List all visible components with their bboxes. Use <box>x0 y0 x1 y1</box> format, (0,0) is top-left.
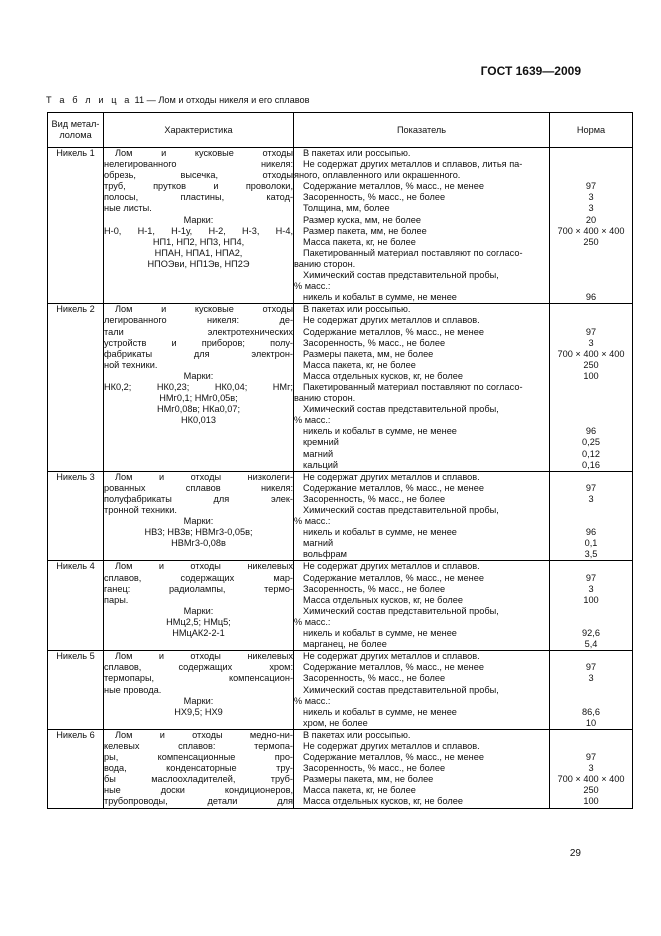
norm-value: 86,6 <box>582 706 600 717</box>
norm-value: 3 <box>588 493 594 504</box>
indicator-line: Химический состав представительной пробы, <box>303 605 499 616</box>
characteristic-line: НМц2,5; НМц5; <box>166 616 231 627</box>
norm-value <box>550 281 632 292</box>
indicator-line: магний <box>303 538 334 549</box>
norm-value: 20 <box>585 214 597 225</box>
table-row <box>48 729 633 808</box>
indicator-line: Толщина, мм, более <box>303 203 390 214</box>
characteristic-line: келевых сплавов: термопа- <box>104 740 293 751</box>
norm-value: 96 <box>585 527 597 538</box>
characteristic-line: ной техники. <box>104 359 158 370</box>
norm-value <box>550 270 632 281</box>
norm-value <box>550 617 632 628</box>
norm-value: 100 <box>583 594 599 605</box>
page-number: 29 <box>569 848 581 859</box>
characteristic-line: рованных сплавов никеля: <box>104 482 293 493</box>
scrap-kind-cell: Никель 5 <box>48 651 104 730</box>
indicator-line: Не содержат других металлов и сплавов. <box>303 471 480 482</box>
norm-value: 3,5 <box>584 549 598 560</box>
indicator-line: никель и кобальт в сумме, не менее <box>303 426 457 437</box>
table-row <box>48 471 633 561</box>
indicator-line: Масса отдельных кусков, кг, не более <box>303 370 463 381</box>
norm-value <box>550 382 632 393</box>
indicator-line: Размер куска, мм, не более <box>303 214 421 225</box>
norm-value <box>550 170 632 181</box>
norm-value: 92,6 <box>582 628 600 639</box>
norm-cell <box>550 471 633 561</box>
characteristic-line: термопары, компенсацион- <box>104 673 293 684</box>
characteristic-line: полуфабрикаты для элек- <box>104 493 293 504</box>
table-caption <box>46 95 310 105</box>
caption-text: 11 — Лом и отходы никеля и его сплавов <box>131 95 310 105</box>
indicator-line: В пакетах или россыпью. <box>303 729 411 740</box>
characteristic-line: Марки: <box>183 605 214 616</box>
characteristic-line: Лом и отходы низколеги- <box>115 471 293 482</box>
table-header-row <box>48 113 633 148</box>
norm-value <box>550 651 632 662</box>
indicator-line: Масса отдельных кусков, кг, не более <box>303 796 463 807</box>
indicator-line: Не содержат других металлов и сплавов. <box>303 651 480 662</box>
characteristic-line: НМцАК2-2-1 <box>172 628 225 639</box>
norm-cell <box>550 729 633 808</box>
indicator-line: Размеры пакета, мм, не более <box>303 348 434 359</box>
indicator-line: Содержание металлов, % масс., не менее <box>303 181 484 192</box>
characteristic-cell <box>104 651 294 730</box>
characteristic-line: Марки: <box>183 370 214 381</box>
indicator-cell <box>294 471 550 561</box>
header-characteristic: Характеристика <box>104 113 294 148</box>
indicator-line: Засоренность, % масс., не более <box>303 192 446 203</box>
characteristic-line: тронной техники. <box>104 505 177 515</box>
norm-value: 250 <box>583 236 599 247</box>
indicator-line: магний <box>303 448 334 459</box>
indicator-line: В пакетах или россыпью. <box>303 304 411 315</box>
characteristic-cell <box>104 304 294 471</box>
characteristic-line: Н-0, Н-1, Н-1у, Н-2, Н-3, Н-4, <box>104 225 293 236</box>
characteristic-line: вода, конденсаторные тру- <box>104 763 293 774</box>
indicator-line: Химический состав представительной пробы, <box>303 404 499 415</box>
norm-value <box>550 404 632 415</box>
characteristic-line: полосы, пластины, катод- <box>104 192 293 203</box>
norm-cell <box>550 651 633 730</box>
norm-value: 100 <box>583 370 599 381</box>
norm-value: 5,4 <box>584 639 598 650</box>
indicator-line: Засоренность, % масс., не более <box>303 763 446 774</box>
norm-value: 97 <box>585 326 597 337</box>
characteristic-line: Марки: <box>183 516 214 527</box>
norm-value: 3 <box>588 337 594 348</box>
norm-value: 250 <box>583 359 599 370</box>
norm-value: 97 <box>585 662 597 673</box>
characteristic-line: ные доски кондиционеров, <box>104 785 293 796</box>
norm-value: 97 <box>585 181 597 192</box>
norm-value: 3 <box>588 673 594 684</box>
caption-prefix: Т а б л и ц а <box>46 95 132 105</box>
indicator-line: никель и кобальт в сумме, не менее <box>303 628 457 639</box>
characteristic-line: Лом и отходы медно-ни- <box>115 729 293 740</box>
characteristic-line: фабрикаты для электрон- <box>104 348 293 359</box>
norm-value: 3 <box>588 203 594 214</box>
indicator-line: Засоренность, % масс., не более <box>303 673 446 684</box>
indicator-line: Не содержат других металлов и сплавов. <box>303 561 480 572</box>
indicator-line: % масс.: <box>294 516 331 527</box>
norm-value: 0,16 <box>582 459 600 470</box>
characteristic-line: Лом и кусковые отходы <box>115 148 293 158</box>
indicator-line: Содержание металлов, % масс., не менее <box>303 662 484 673</box>
norm-value: 96 <box>585 292 597 303</box>
norm-value <box>550 696 632 707</box>
characteristic-cell <box>104 471 294 561</box>
indicator-line: Химический состав представительной пробы, <box>303 684 499 695</box>
indicator-line: Засоренность, % масс., не более <box>303 337 446 348</box>
norm-value: 97 <box>585 482 597 493</box>
characteristic-line: трубопроводы, детали для <box>104 796 293 807</box>
norm-value <box>550 315 632 326</box>
indicator-line: Содержание металлов, % масс., не менее <box>303 572 484 583</box>
characteristic-line: НМг0,1; НМг0,05в; <box>159 393 238 404</box>
norm-value <box>550 730 632 741</box>
characteristic-line: НК0,2; НК0,23; НК0,04; НМг; <box>104 381 293 392</box>
norm-value <box>550 516 632 527</box>
indicator-cell <box>294 148 550 304</box>
norm-value <box>550 561 632 572</box>
norm-value <box>550 741 632 752</box>
norm-value: 0,1 <box>584 538 598 549</box>
indicator-line: яного, оплавленного или окрашенного. <box>294 170 461 181</box>
scrap-kind-cell: Никель 3 <box>48 471 104 561</box>
indicator-line: Засоренность, % масс., не более <box>303 583 446 594</box>
indicator-line: кремний <box>303 437 339 448</box>
header-kind: Вид метал- лолома <box>48 113 104 148</box>
characteristic-line: сплавов, содержащих мар- <box>104 572 293 583</box>
indicator-line: ванию сторон. <box>294 393 356 404</box>
indicator-line: Засоренность, % масс., не более <box>303 493 446 504</box>
characteristic-line: сплавов, содержащих хром: <box>104 662 293 673</box>
header-norm: Норма <box>550 113 633 148</box>
indicator-line: Масса пакета, кг, не более <box>303 236 416 247</box>
characteristic-line: труб, прутков и проволоки, <box>104 181 293 192</box>
characteristic-line: Лом и кусковые отходы <box>115 304 293 315</box>
indicator-line: Содержание металлов, % масс., не менее <box>303 482 484 493</box>
scrap-kind-cell: Никель 6 <box>48 729 104 808</box>
norm-value <box>550 304 632 315</box>
characteristic-line: НВМг3-0,08в <box>171 538 226 549</box>
norm-value: 3 <box>588 763 594 774</box>
indicator-line: Масса пакета, кг, не более <box>303 359 416 370</box>
norm-value: 0,12 <box>582 448 600 459</box>
characteristic-line: НП1, НП2, НП3, НП4, <box>152 236 245 247</box>
characteristic-line: нелегированного никеля: <box>104 159 293 170</box>
indicator-line: Пакетированный материал поставляют по согласо- <box>303 247 523 258</box>
norm-value: 700 × 400 × 400 <box>557 774 625 785</box>
indicator-line: Химический состав представительной пробы, <box>303 270 499 281</box>
norm-value: 3 <box>588 192 594 203</box>
indicator-cell <box>294 304 550 471</box>
table-body <box>48 148 633 809</box>
norm-cell <box>550 304 633 471</box>
indicator-line: Размер пакета, мм, не более <box>303 225 427 236</box>
characteristic-line: ры, компенсационные про- <box>104 752 293 763</box>
indicator-line: % масс.: <box>294 415 331 426</box>
norm-value: 97 <box>585 572 597 583</box>
characteristic-line: пары. <box>104 594 129 605</box>
characteristic-line: Лом и отходы никелевых <box>115 651 293 662</box>
indicator-line: Пакетированный материал поставляют по согласо- <box>303 381 523 392</box>
characteristic-line: Марки: <box>183 214 214 225</box>
characteristic-line: обрезь, высечка, отходы <box>104 170 293 181</box>
norm-value <box>550 159 632 170</box>
norm-value: 700 × 400 × 400 <box>557 225 625 236</box>
indicator-line: Содержание металлов, % масс., не менее <box>303 326 484 337</box>
indicator-line: Химический состав представительной пробы, <box>303 505 499 515</box>
indicator-line: Не содержат других металлов и сплавов, литья па- <box>303 159 523 170</box>
characteristic-line: НХ9,5; НХ9 <box>174 706 223 717</box>
characteristic-cell <box>104 561 294 651</box>
indicator-line: никель и кобальт в сумме, не менее <box>303 527 457 538</box>
indicator-cell <box>294 561 550 651</box>
characteristic-line: НМг0,08в; НКа0,07; <box>156 404 241 415</box>
indicator-line: никель и кобальт в сумме, не менее <box>303 292 457 303</box>
indicator-line: Масса отдельных кусков, кг, не более <box>303 594 463 605</box>
norm-value <box>550 685 632 696</box>
characteristic-line: ганец: радиолампы, термо- <box>104 583 293 594</box>
characteristic-line: НК0,013 <box>181 415 216 426</box>
indicator-line: Содержание металлов, % масс., не менее <box>303 752 484 763</box>
norm-value: 100 <box>583 796 599 807</box>
norm-cell <box>550 561 633 651</box>
characteristic-line: НПОЭви, НП1Эв, НП2Э <box>147 258 250 269</box>
characteristic-line: легированного никеля: де- <box>104 315 293 326</box>
norm-value: 10 <box>585 717 597 728</box>
indicator-line: В пакетах или россыпью. <box>303 148 411 158</box>
norm-value <box>550 606 632 617</box>
indicator-line: марганец, не более <box>303 639 387 650</box>
indicator-line: Размеры пакета, мм, не более <box>303 774 434 785</box>
table-row <box>48 651 633 730</box>
norm-value: 250 <box>583 785 599 796</box>
characteristic-line: Лом и отходы никелевых <box>115 561 293 572</box>
characteristic-line: НВ3; НВ3в; НВМг3-0,05в; <box>144 527 253 538</box>
table-row <box>48 561 633 651</box>
characteristic-line: тали электротехнических <box>104 326 293 337</box>
characteristic-line: ные листы. <box>104 203 152 214</box>
characteristic-line: устройств и приборов; полу- <box>104 337 293 348</box>
norm-value <box>550 505 632 516</box>
characteristic-line: НПАН, НПА1, НПА2, <box>154 247 243 258</box>
indicator-line: ванию сторон. <box>294 258 356 269</box>
norm-value <box>550 472 632 483</box>
norm-value: 0,25 <box>582 437 600 448</box>
indicator-line: никель и кобальт в сумме, не менее <box>303 706 457 717</box>
norm-value <box>550 248 632 259</box>
indicator-cell <box>294 651 550 730</box>
indicator-line: % масс.: <box>294 695 331 706</box>
norm-value: 3 <box>588 583 594 594</box>
characteristic-line: Марки: <box>183 695 214 706</box>
characteristic-line: бы маслоохладителей, труб- <box>104 774 293 785</box>
indicator-line: Не содержат других металлов и сплавов. <box>303 315 480 326</box>
scrap-kind-cell: Никель 1 <box>48 148 104 304</box>
indicator-line: хром, не более <box>303 717 368 728</box>
indicator-line: кальций <box>303 459 339 470</box>
header-indicator: Показатель <box>294 113 550 148</box>
characteristic-cell <box>104 729 294 808</box>
indicator-line: % масс.: <box>294 281 331 292</box>
norm-value <box>550 415 632 426</box>
indicator-line: Не содержат других металлов и сплавов. <box>303 740 480 751</box>
table-row <box>48 148 633 304</box>
scrap-table <box>47 112 633 809</box>
norm-cell <box>550 148 633 304</box>
norm-value <box>550 393 632 404</box>
norm-value <box>550 148 632 159</box>
characteristic-line: ные провода. <box>104 684 162 695</box>
standard-number: ГОСТ 1639—2009 <box>480 64 581 78</box>
indicator-line: % масс.: <box>294 616 331 627</box>
indicator-cell <box>294 729 550 808</box>
norm-value: 700 × 400 × 400 <box>557 348 625 359</box>
scrap-kind-cell: Никель 2 <box>48 304 104 471</box>
indicator-line: вольфрам <box>303 549 347 560</box>
table-row <box>48 304 633 471</box>
scrap-kind-cell: Никель 4 <box>48 561 104 651</box>
norm-value <box>550 259 632 270</box>
norm-value: 96 <box>585 426 597 437</box>
characteristic-cell <box>104 148 294 304</box>
indicator-line: Масса пакета, кг, не более <box>303 785 416 796</box>
norm-value: 97 <box>585 752 597 763</box>
